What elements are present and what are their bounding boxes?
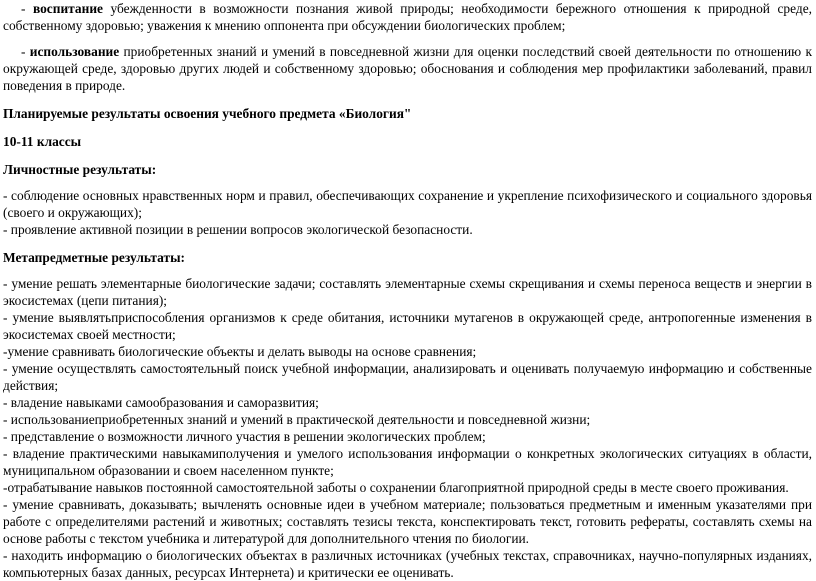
heading-classes: 10-11 классы <box>3 134 82 149</box>
heading-meta-results: Метапредметные результаты: <box>3 250 185 265</box>
meta-item: - находить информацию о биологических объектах в различных источниках (учебных текстах, справочниках, научно-популярных изданиях, компьютерных базах данных, ресурсах Интернета) и критически ее оценивать. <box>3 548 812 580</box>
paragraph-ispolzovanie <box>3 43 812 94</box>
meta-item: - умение осуществлять самостоятельный поиск учебной информации, анализировать и оценивать получаемую информацию и собственные действия; <box>3 361 812 393</box>
meta-item: - умение сравнивать, доказывать; вычленять основные идеи в учебном материале; пользоваться предметным и именным указателями при работе с определителями растений и животных; составлять тезисы текста, конспектировать текст, готовить рефераты, составлять схемы на основе работы с текстом учебника и литературой для дополнительного чтения по биологии. <box>3 497 812 546</box>
paragraph-vospitanie <box>3 0 812 34</box>
dash: - <box>21 44 30 59</box>
keyword-vospitanie: воспитание <box>32 1 103 16</box>
meta-item: - использованиеприобретенных знаний и умений в практической деятельности и повседневной жизни; <box>3 412 591 427</box>
keyword-ispolzovanie: использование <box>29 44 120 59</box>
meta-item: - владение навыками самообразования и саморазвития; <box>3 395 319 410</box>
dash: - <box>21 1 33 16</box>
heading-planned-results: Планируемые результаты освоения учебного предмета «Биология" <box>3 106 412 121</box>
meta-item: -умение сравнивать биологические объекты и делать выводы на основе сравнения; <box>3 344 477 359</box>
meta-item: - умение выявлятьприспособления организмов к среде обитания, источники мутагенов в окружающей среде, антропогенные изменения в экосистемах своей местности; <box>3 310 812 342</box>
meta-item: - умение решать элементарные биологические задачи; составлять элементарные схемы скрещивания и схемы переноса веществ и энергии в экосистемах (цепи питания); <box>3 276 812 308</box>
personal-item: - соблюдение основных нравственных норм и правил, обеспечивающих сохранение и укрепление психофизического и социального здоровья (своего и окружающих); <box>3 188 812 220</box>
meta-item: - представление о возможности личного участия в решении экологических проблем; <box>3 429 486 444</box>
meta-item: -отрабатывание навыков постоянной самостоятельной заботы о сохранении благоприятной природной среды в месте своего проживания. <box>3 480 789 495</box>
paragraph-text: приобретенных знаний и умений в повседневной жизни для оценки последствий своей деятельности по отношению к окружающей среде, здоровью других людей и собственному здоровью; обоснования и соблюдения мер профилактики заболеваний, правил поведения в природе. <box>3 44 812 93</box>
paragraph-text: убежденности в возможности познания живой природы; необходимости бережного отношения к природной среде, собственному здоровью; уважения к мнению оппонента при обсуждении биологических проблем; <box>3 1 812 33</box>
personal-item: - проявление активной позиции в решении вопросов экологической безопасности. <box>3 222 473 237</box>
heading-personal-results: Личностные результаты: <box>3 162 157 177</box>
meta-item: - владение практическими навыкамиполучения и умелого использования информации о конкретных экологических ситуациях в области, муниципальном образовании и своем населенном пункте; <box>3 446 812 478</box>
